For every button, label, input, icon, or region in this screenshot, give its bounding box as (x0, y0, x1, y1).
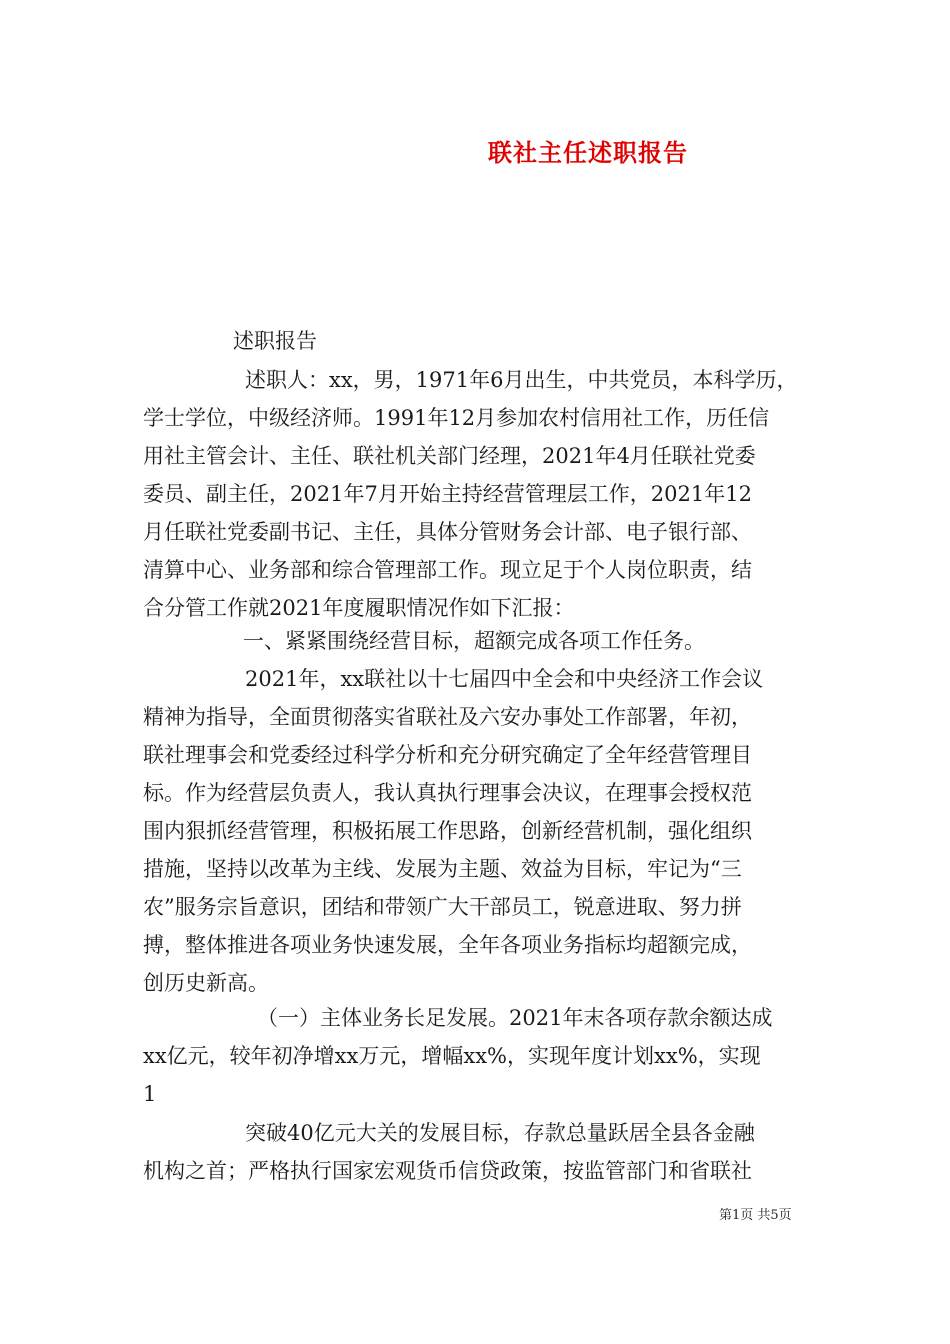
body-line: 农”服务宗旨意识，团结和带领广大干部员工，锐意进取、努力拼 (143, 895, 742, 919)
body-line: 措施，坚持以改革为主线、发展为主题、效益为目标，牢记为“三 (143, 857, 742, 881)
body-line: 合分管工作就2021年度履职情况作如下汇报： (143, 596, 575, 620)
subsection-heading: （一）主体业务长足发展。2021年末各项存款余额达成 (257, 1006, 773, 1030)
page-number-marker: 1 (143, 1082, 157, 1106)
body-line: 创历史新高。 (143, 971, 269, 995)
body-line: 学士学位，中级经济师。1991年12月参加农村信用社工作，历任信 (143, 406, 770, 430)
body-line: 突破40亿元大关的发展目标，存款总量跃居全县各金融 (245, 1121, 755, 1145)
section-heading: 述职报告 (233, 329, 317, 353)
body-line: 标。作为经营层负责人，我认真执行理事会决议，在理事会授权范 (143, 781, 752, 805)
body-line: 围内狠抓经营管理，积极拓展工作思路，创新经营机制，强化组织 (143, 819, 752, 843)
body-line: 述职人：xx，男，1971年6月出生，中共党员，本科学历， (245, 368, 798, 392)
body-line: xx亿元，较年初净增xx万元，增幅xx%，实现年度计划xx%，实现 (143, 1044, 761, 1068)
body-line: 清算中心、业务部和综合管理部工作。现立足于个人岗位职责，结 (143, 558, 752, 582)
body-line: 精神为指导，全面贯彻落实省联社及六安办事处工作部署，年初， (143, 705, 752, 729)
document-title: 联社主任述职报告 (488, 138, 688, 167)
section-heading-1: 一、紧紧围绕经营目标，超额完成各项工作任务。 (243, 629, 705, 653)
body-line: 搏，整体推进各项业务快速发展，全年各项业务指标均超额完成， (143, 933, 752, 957)
body-line: 联社理事会和党委经过科学分析和充分研究确定了全年经营管理目 (143, 743, 752, 767)
body-line: 委员、副主任，2021年7月开始主持经营管理层工作，2021年12 (143, 482, 752, 506)
body-line: 机构之首；严格执行国家宏观货币信贷政策，按监管部门和省联社 (143, 1159, 752, 1183)
body-line: 用社主管会计、主任、联社机关部门经理，2021年4月任联社党委 (143, 444, 756, 468)
page-footer: 第1页 共5页 (719, 1208, 792, 1223)
body-line: 2021年，xx联社以十七届四中全会和中央经济工作会议 (245, 667, 764, 691)
body-line: 月任联社党委副书记、主任，具体分管财务会计部、电子银行部、 (143, 520, 752, 544)
